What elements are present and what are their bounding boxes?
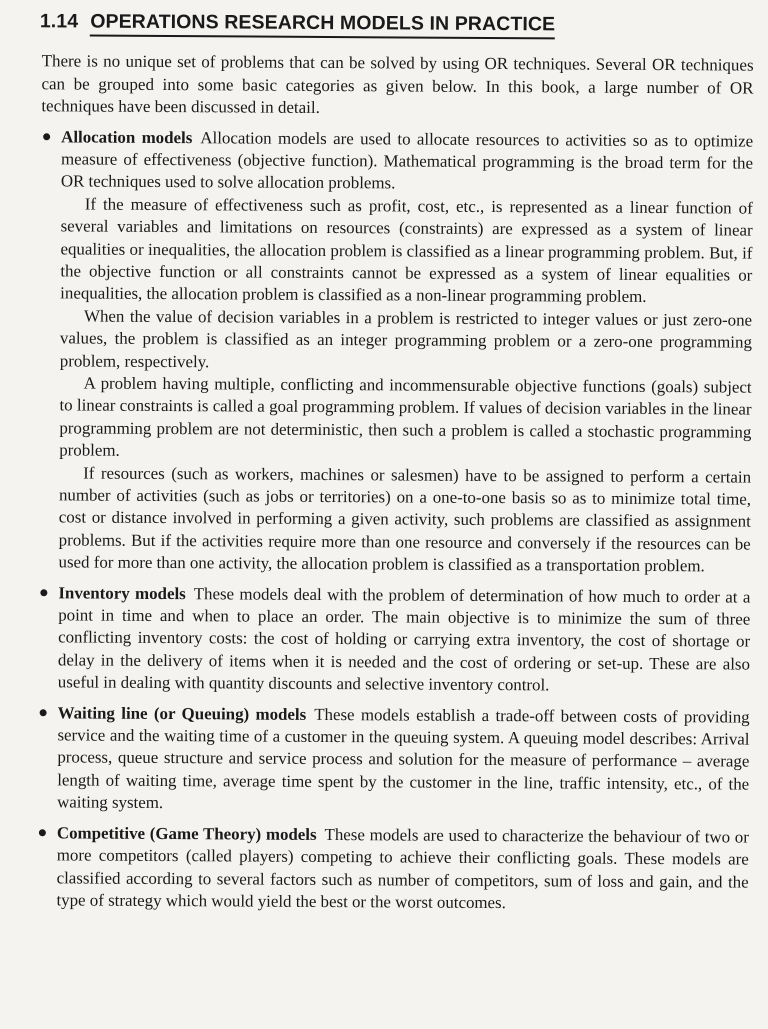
- allocation-models-lead: [61, 126, 753, 197]
- queuing-models-item: [35, 702, 750, 818]
- inventory-models-lead: [58, 582, 751, 698]
- game-theory-models-item: [34, 822, 749, 916]
- models-list: [34, 126, 753, 916]
- integer-programming-paragraph: When the value of decision variables in a problem is restricted to integer values or just zero-one values, the problem is classified as an integer programming problem or a zero-one programming problem, respectively.: [59, 306, 753, 371]
- game-theory-models-text: These models are used to characterize the behaviour of two or more competitors (called players) competing to achieve their conflicting goals. These models are classified according to several factors such as number of competitors, sum of loss and gain, and the type of strategy which would yield the best or the worst outcomes.: [56, 824, 749, 913]
- assignment-transportation-paragraph: If resources (such as workers, machines or salesmen) have to be assigned to perform a certain number of activities (such as jobs or territories) on a one-to-one basis so as to minimize total time, cost or distance involved in performing a given activity, such problems are classified as assignment problems. But if the activities require more than one resource and conversely if the resources can be used for more than one activity, the allocation problem is classified as a transportation problem.: [58, 463, 752, 576]
- linear-programming-paragraph: If the measure of effectiveness such as profit, cost, etc., is represented as a linear function of several variables and limitations on resources (constraints) are expressed as a system of linear equalities or inequalities, the allocation problem is classified as a linear programming problem. But, if the objective function or all constraints cannot be expressed as a system of linear equalities or inequalities, the allocation problem is classified as a non-linear programming problem.: [60, 194, 753, 307]
- section-number: 1.14: [39, 10, 79, 33]
- goal-programming-paragraph: A problem having multiple, conflicting and incommensurable objective functions (goals) subject to linear constraints is called a goal programming problem. If values of decision variables in the linear programming problem are not deterministic, then such a problem is called a stochastic programming problem.: [59, 373, 752, 460]
- bullet-icon: [39, 829, 46, 836]
- allocation-models-term: Allocation models: [61, 126, 193, 147]
- bullet-icon: [40, 709, 47, 716]
- inventory-models-item: [36, 582, 751, 698]
- section-heading: OPERATIONS RESEARCH MODELS IN PRACTICE: [90, 11, 555, 40]
- intro-paragraph: There is no unique set of problems that can be solved by using OR techniques. Several OR techniques can be grouped into some basic categories as given below. In this book, a large number of OR techniques have been discussed in detail.: [41, 51, 754, 117]
- inventory-models-text: These models deal with the problem of determination of how much to order at a point in time and when to place an order. The main objective is to minimize the sum of three conflicting inventory costs: the cost of holding or carrying extra inventory, the cost of shortage or delay in the delivery of items when it is needed and the cost of ordering or set-up. These are also useful in dealing with quantity discounts and selective inventory control.: [57, 583, 751, 695]
- bullet-icon: [43, 133, 50, 140]
- queuing-models-term: Waiting line (or Queuing) models: [57, 703, 307, 724]
- allocation-models-text: Allocation models are used to allocate resources to activities so as to optimize measure of effectiveness (objective function). Mathematical programming is the broad term for the OR techniques used to solve allocation problems.: [60, 127, 754, 193]
- queuing-models-text: These models establish a trade-off between costs of providing service and the waiting time of a customer in the queuing system. A queuing model describes: Arrival process, queue structure and service process and solution for the measure of performance – average length of waiting time, average time spent by the customer in the line, traffic intensity, etc., of the waiting system.: [57, 704, 750, 813]
- section-title: [40, 10, 754, 40]
- allocation-models-item: [36, 126, 753, 578]
- bullet-icon: [40, 589, 47, 596]
- queuing-models-lead: [57, 702, 750, 818]
- inventory-models-term: Inventory models: [58, 582, 186, 603]
- game-theory-models-lead: [56, 822, 749, 916]
- game-theory-models-term: Competitive (Game Theory) models: [56, 823, 317, 844]
